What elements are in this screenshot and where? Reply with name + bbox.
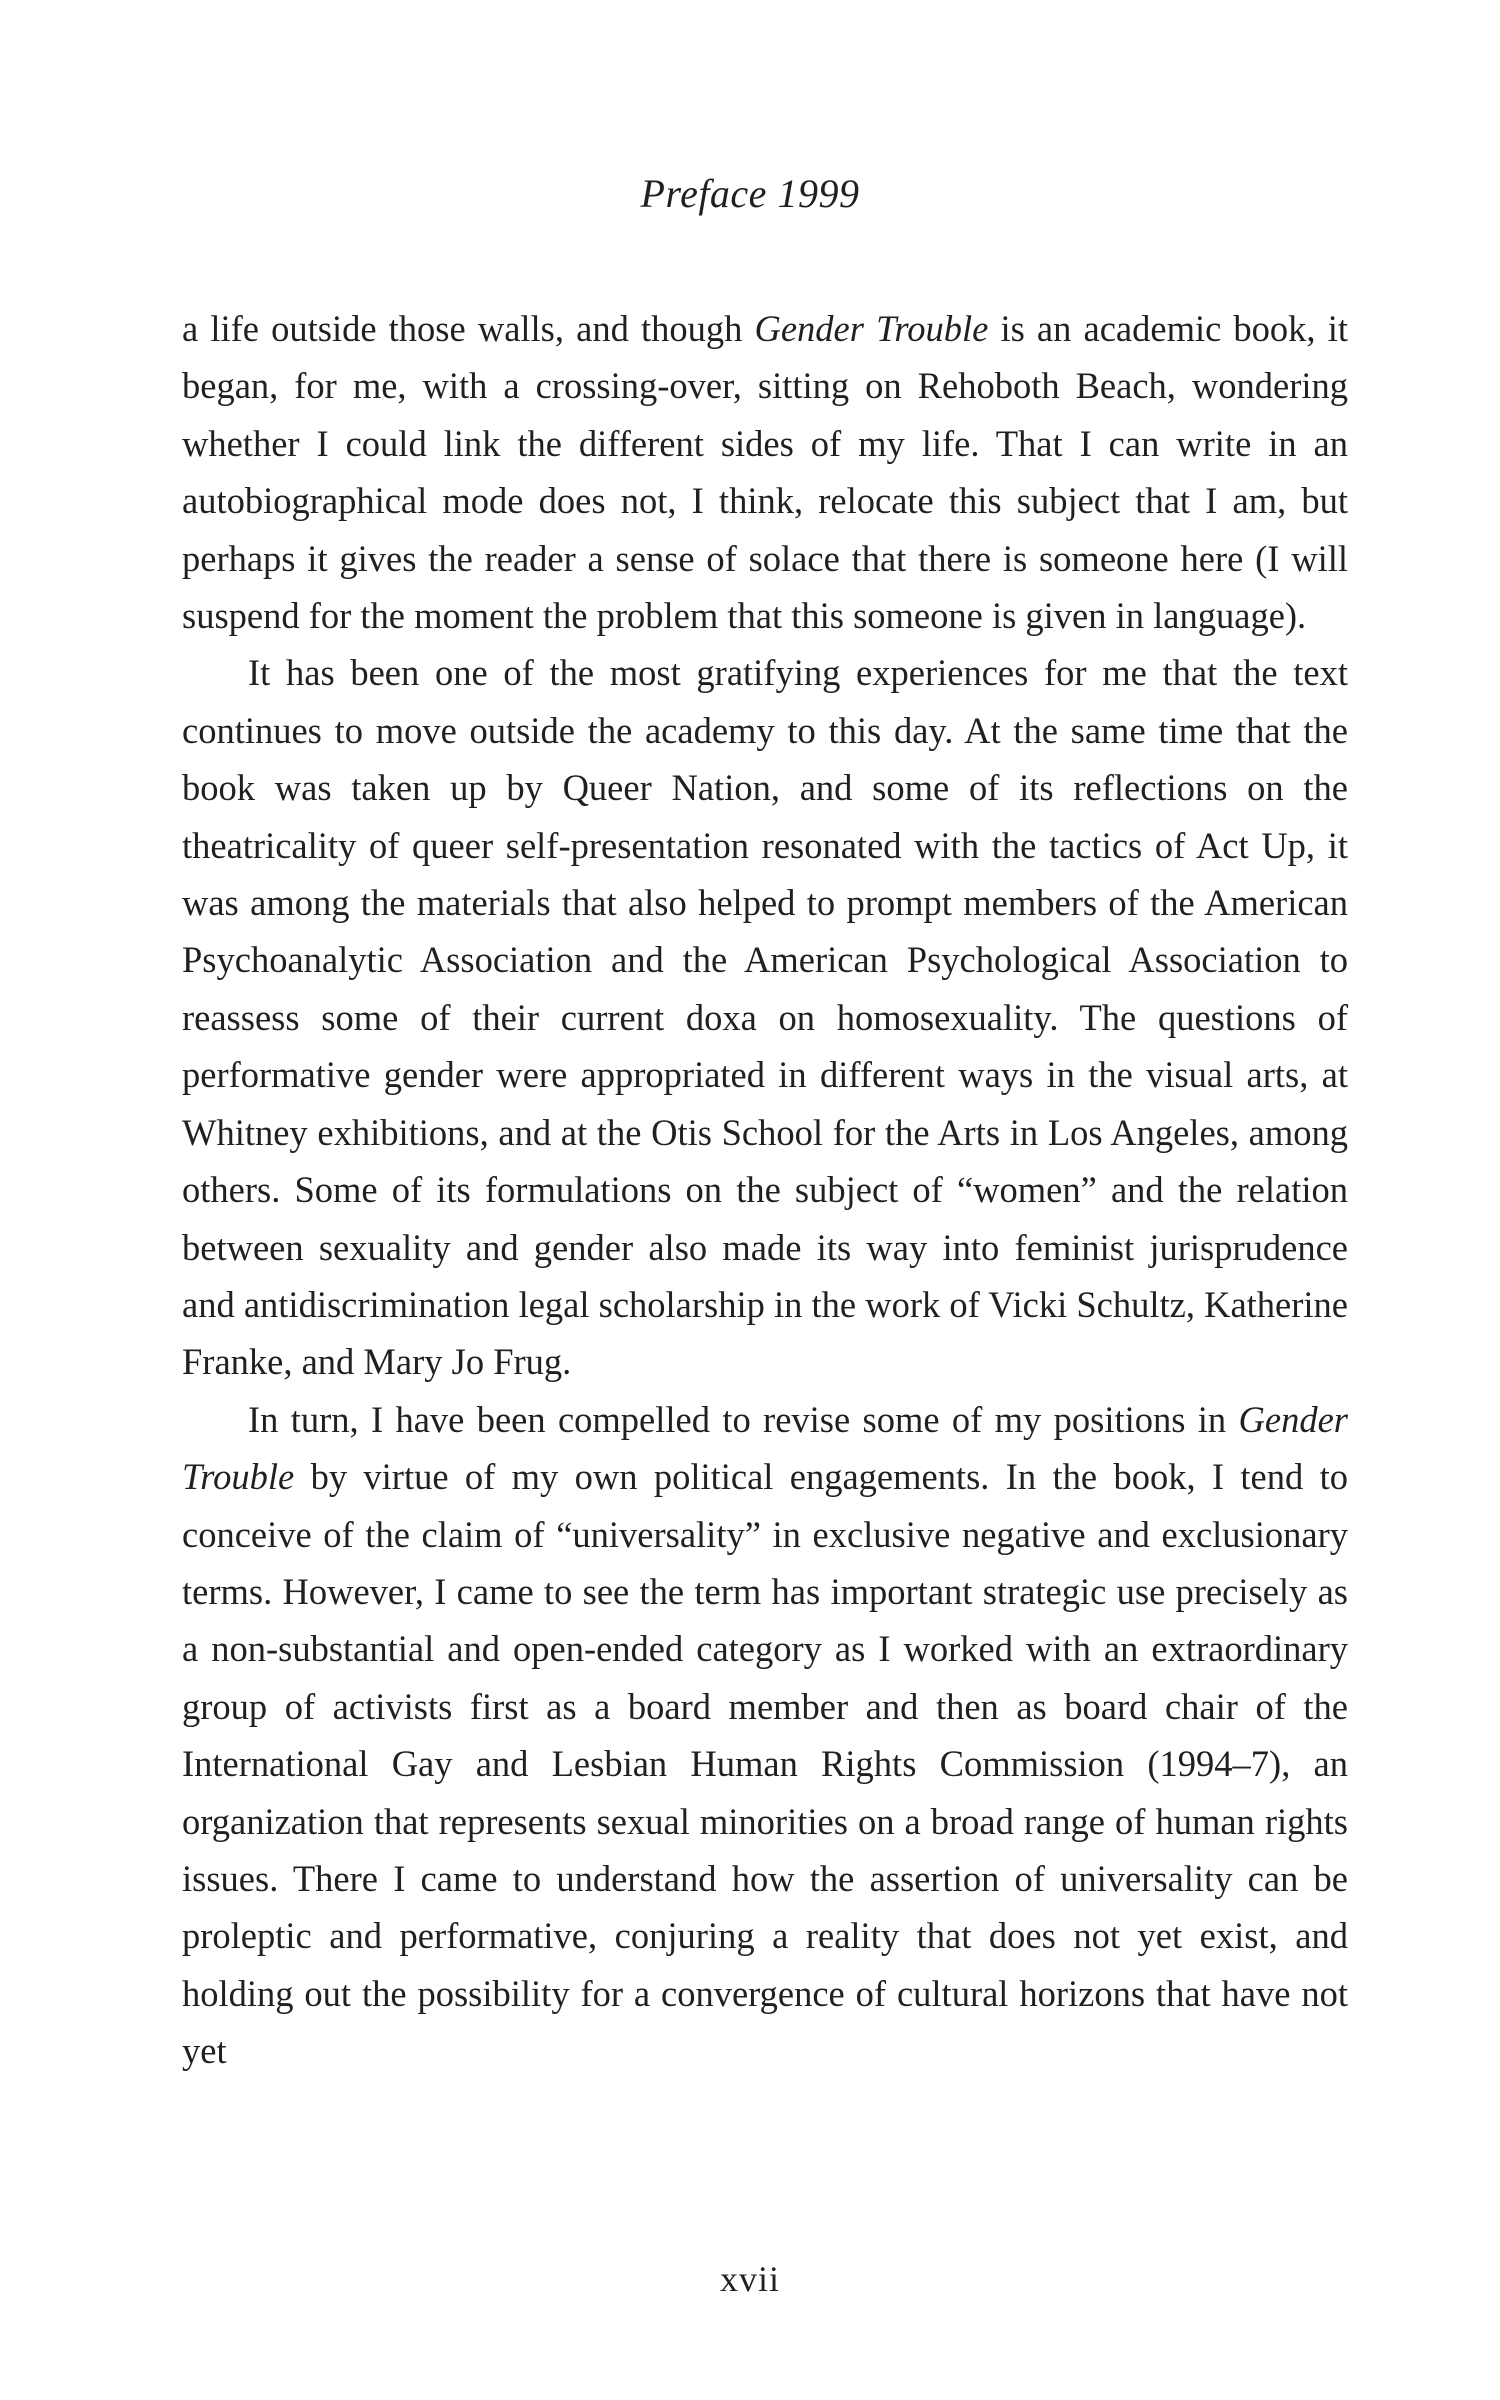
page-number: xvii xyxy=(719,2259,780,2299)
paragraph-3-text-2: by virtue of my own political engagements. In the book, I tend to conceive of the claim of “universality” in exclusive negative and exclusionary terms. However, I came to see the term has important strategic use precisely as a non-substantial and open-ended category as I worked with an extraordinary group of activists first as a board member and then as board chair of the International Gay and Lesbian Human Rights Commission (1994–7), an organization that represents sexual minorities on a broad range of human rights issues. There I came to understand how the assertion of universality can be proleptic and performative, conjuring a reality that does not yet exist, and holding out the possibility for a convergence of cultural horizons that have not yet xyxy=(182,1456,1348,2072)
body-text xyxy=(182,300,1348,2080)
paragraph-2 xyxy=(182,644,1348,1390)
paragraph-3 xyxy=(182,1391,1348,2080)
running-head: Preface 1999 xyxy=(640,171,860,216)
paragraph-1-text-1: a life outside those walls, and though xyxy=(182,308,755,349)
book-title-italic: Gender Trouble xyxy=(754,308,989,349)
book-title-italic: Gender Trouble xyxy=(182,1398,1348,1498)
paragraph-1 xyxy=(182,300,1348,644)
paragraph-3-text-1: In turn, I have been compelled to revise some of my positions in xyxy=(248,1398,1239,1440)
paragraph-2-text: It has been one of the most gratifying experiences for me that the text continues to move outside the academy to this day. At the same time that the book was taken up by Queer Nation, and some of its reflections on the theatricality of queer self-presentation resonated with the tactics of Act Up, it was among the materials that also helped to prompt members of the American Psychoanalytic Association and the American Psychological Association to reassess some of their current doxa on homosexuality. The questions of performative gender were appropriated in different ways in the visual arts, at Whitney exhibitions, and at the Otis School for the Arts in Los Angeles, among others. Some of its formulations on the subject of “women” and the relation between sexuality and gender also made its way into feminist jurisprudence and antidiscrimination legal scholarship in the work of Vicki Schultz, Katherine Franke, and Mary Jo Frug. xyxy=(182,652,1348,1383)
paragraph-1-text-2: is an academic book, it began, for me, with a crossing-over, sitting on Rehoboth Beach, wondering whether I could link the different sides of my life. That I can write in an autobiographical mode does not, I think, relocate this subject that I am, but perhaps it gives the reader a sense of solace that there is someone here (I will suspend for the moment the problem that this someone is given in language). xyxy=(182,308,1348,637)
